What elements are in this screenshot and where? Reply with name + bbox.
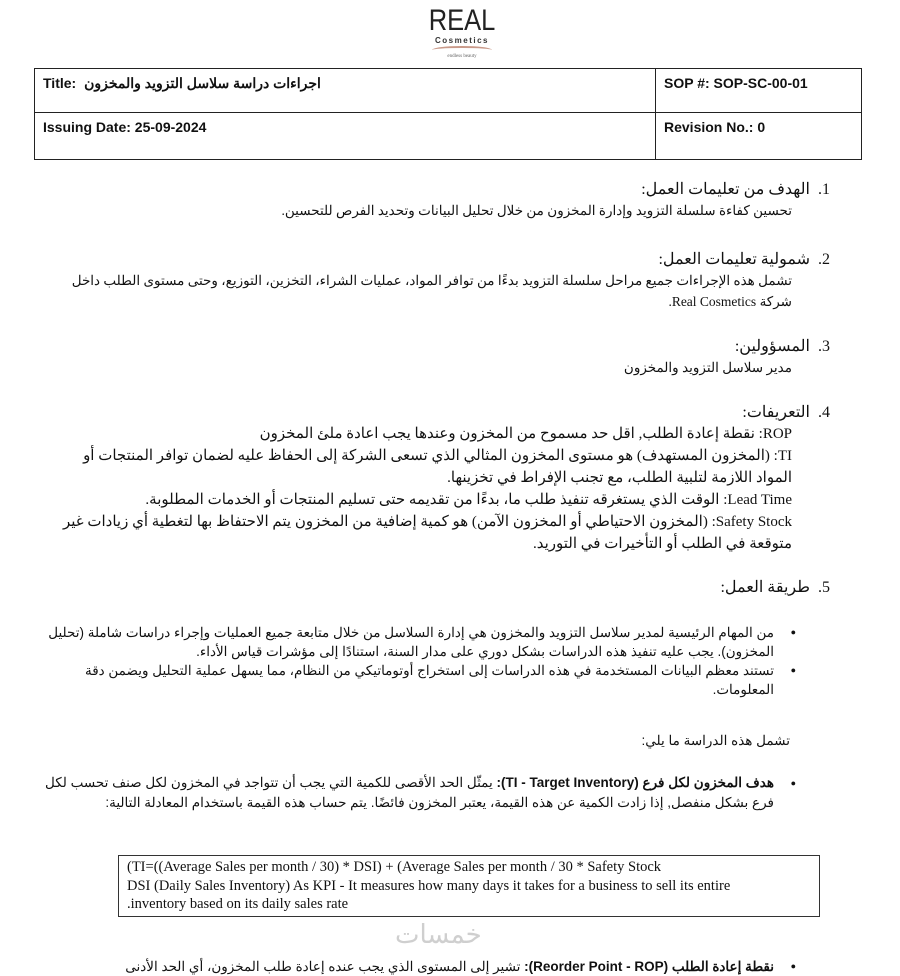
logo-main-text: REAL xyxy=(428,4,496,37)
section-number: 4. xyxy=(818,404,830,421)
section-body: تشمل هذه الإجراءات جميع مراحل سلسلة التزويد بدءًا من توافر المواد، عمليات الشراء، التخزين، التوزيع، وحتى مستوى الطلب داخل شركة Real Cosmetics. xyxy=(71,273,792,309)
sop-number-cell: SOP #: SOP-SC-00-01 xyxy=(656,69,862,113)
formula-line: DSI (Daily Sales Inventory) As KPI - It measures how many days it takes for a business to sell its entire xyxy=(127,877,731,894)
ti-item xyxy=(30,773,830,813)
section-heading: شمولية تعليمات العمل: xyxy=(658,251,810,268)
rop-title: نقطة إعادة الطلب (Reorder Point - ROP): xyxy=(524,959,774,974)
formula-line: (TI=((Average Sales per month / 30) * DSI) + (Average Sales per month / 30 * Safety Stock xyxy=(127,859,662,875)
section-scope xyxy=(60,250,830,312)
watermark: خمسات xyxy=(395,920,482,950)
title-cell xyxy=(35,69,656,113)
section-number: 1. xyxy=(818,181,830,198)
formula-box xyxy=(118,855,820,917)
study-intro: تشمل هذه الدراسة ما يلي: xyxy=(641,733,790,748)
ti-body: يمثّل الحد الأقصى للكمية التي يجب أن تتواجد في المخزون لكل صنف تحسب لكل فرع بشكل منفصل, إذا زادت الكمية عن هذه القيمة، يعتبر المخزون فائضًا. يتم حساب هذه القيمة باستخدام المعادلة التالية: xyxy=(45,775,774,810)
section-body: تحسين كفاءة سلسلة التزويد وإدارة المخزون من خلال تحليل البيانات وتحديد الفرص للتحسين. xyxy=(281,203,792,218)
rop-item xyxy=(30,957,830,976)
rop-body: تشير إلى المستوى الذي يجب عنده إعادة طلب المخزون، أي الحد الأدنى xyxy=(125,959,521,974)
list-item: ● تستند معظم البيانات المستخدمة في هذه الدراسات إلى استخراج أوتوماتيكي من النظام، مما يسهل عملية التحليل ويضمن دقة المعلومات. xyxy=(30,661,774,699)
company-logo xyxy=(415,6,509,59)
section-number: 2. xyxy=(818,251,830,268)
logo-sub-text: Cosmetics xyxy=(435,36,489,45)
section-procedure xyxy=(60,578,830,598)
logo-tagline: endless beauty xyxy=(447,54,477,59)
document-header-table xyxy=(34,68,862,160)
section-objective xyxy=(60,180,830,221)
list-item: ● من المهام الرئيسية لمدير سلاسل التزويد والمخزون هي إدارة السلاسل من خلال متابعة جميع العمليات وإجراء دراسات شاملة (تحليل المخزون). يجب عليه تنفيذ هذه الدراسات بشكل دوري على مدار السنة، استنادًا إلى مؤشرات قياس الأداء. xyxy=(30,623,774,661)
section-number: 5. xyxy=(818,579,830,596)
section-heading: المسؤولين: xyxy=(734,338,810,355)
procedure-bullets xyxy=(30,623,830,699)
section-heading: التعريفات: xyxy=(742,404,810,421)
section-heading: الهدف من تعليمات العمل: xyxy=(641,181,810,198)
definition-ti: TI: (المخزون المستهدف) هو مستوى المخزون المثالي الذي تسعى الشركة إلى الحفاظ عليه لضمان توافر المنتجات أو المواد اللازمة لتلبية الطلب، مع تجنب الإفراط في تخزينها. xyxy=(83,448,792,486)
section-responsibility xyxy=(60,337,830,378)
definition-rop: ROP: نقطة إعادة الطلب, اقل حد مسموح من المخزون وعندها يجب اعادة ملئ المخزون xyxy=(259,426,792,442)
list-item xyxy=(30,957,774,976)
title-label: Title: xyxy=(43,75,77,91)
formula-line: .inventory based on its daily sales rate xyxy=(127,896,349,912)
section-body: مدير سلاسل التزويد والمخزون xyxy=(623,360,792,375)
section-number: 3. xyxy=(818,338,830,355)
issuing-date-cell: Issuing Date: 25-09-2024 xyxy=(35,113,656,160)
revision-cell: Revision No.: 0 xyxy=(656,113,862,160)
list-item xyxy=(30,773,774,813)
definition-lead-time: Lead Time: الوقت الذي يستغرقه تنفيذ طلب ما، بدءًا من تقديمه حتى تسليم المنتجات أو الخدمات المطلوبة. xyxy=(145,492,792,508)
section-heading: طريقة العمل: xyxy=(720,579,810,596)
ti-title: هدف المخزون لكل فرع (TI - Target Inventory): xyxy=(496,775,774,790)
definition-safety-stock: Safety Stock: (المخزون الاحتياطي أو المخزون الآمن) هو كمية إضافية من المخزون يتم الاحتفاظ بها لتغطية أي زيادات غير متوقعة في الطلب أو التأخيرات في التوريد. xyxy=(62,514,792,552)
title-value: اجراءات دراسة سلاسل التزويد والمخزون xyxy=(84,75,321,91)
section-definitions xyxy=(60,403,830,555)
logo-swoosh xyxy=(432,46,492,54)
